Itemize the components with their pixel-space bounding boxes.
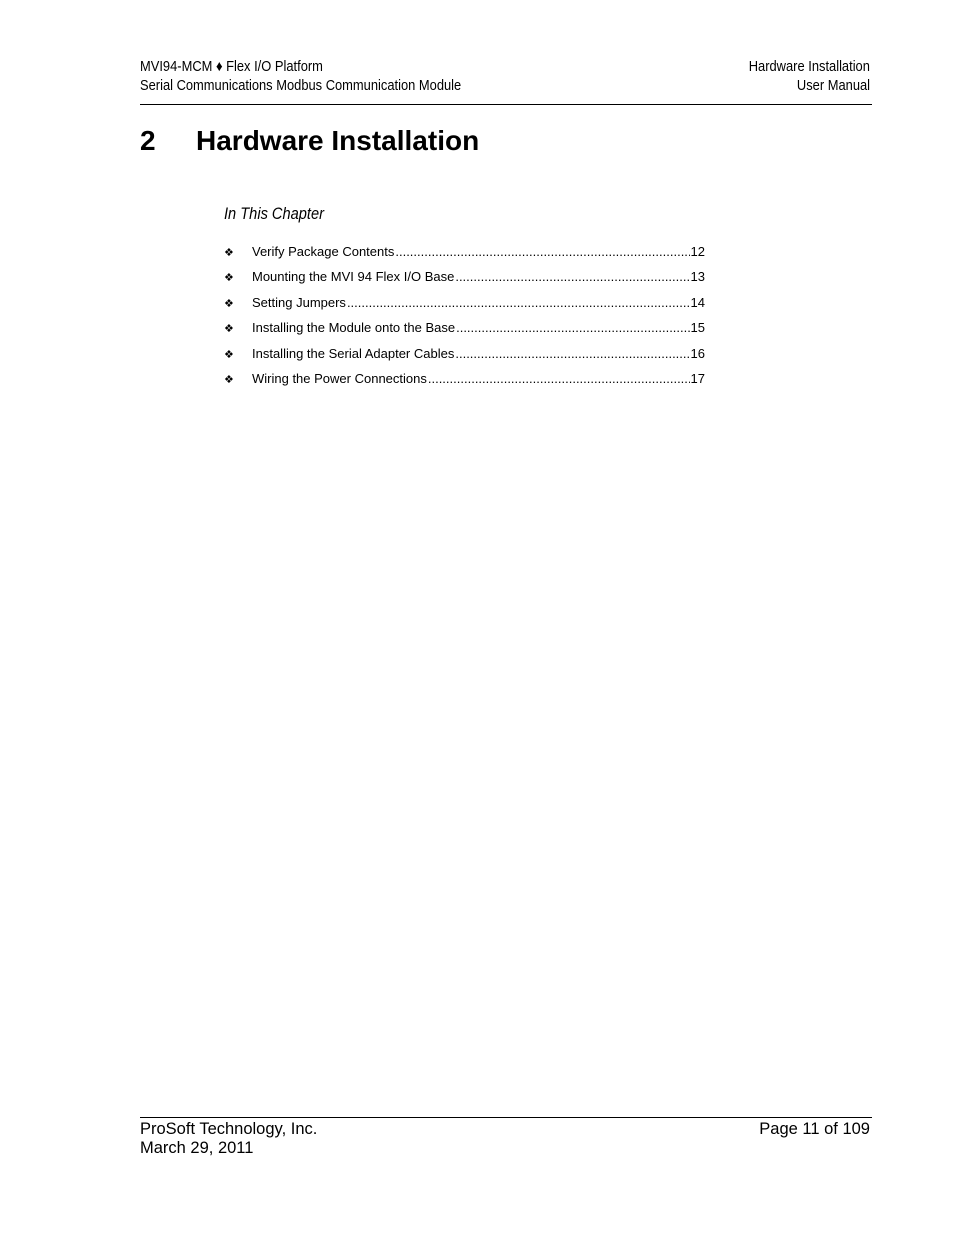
toc-leader-dots [455, 345, 689, 363]
toc-entry[interactable] [224, 268, 705, 293]
chapter-title: Hardware Installation [196, 125, 480, 156]
toc-entry[interactable] [224, 243, 705, 268]
header-product-subtitle: Serial Communications Modbus Communication Module [140, 77, 462, 94]
toc-entry[interactable] [224, 345, 705, 370]
toc-entry-page[interactable]: 12 [690, 244, 705, 259]
toc-entry-page[interactable]: 13 [690, 269, 705, 285]
header-product-title: MVI94-MCM ♦ Flex I/O Platform [140, 58, 323, 75]
in-this-chapter-heading [224, 204, 340, 224]
in-this-chapter-label: In This Chapter [224, 204, 324, 223]
toc-entry-page[interactable]: 17 [690, 370, 705, 386]
footer-divider [140, 1117, 872, 1118]
toc-entry-label[interactable]: Verify Package Contents [252, 244, 395, 259]
toc-entry-label[interactable]: Setting Jumpers [252, 294, 346, 310]
diamond-bullet-icon: ❖ [224, 347, 234, 361]
footer-date: March 29, 2011 [140, 1139, 254, 1157]
diamond-bullet-icon: ❖ [224, 246, 234, 259]
chapter-heading [140, 122, 479, 160]
toc-entry[interactable] [224, 319, 705, 344]
diamond-bullet-icon: ❖ [224, 296, 234, 310]
footer-page-number: Page 11 of 109 [759, 1120, 870, 1138]
toc-entry-label[interactable]: Wiring the Power Connections [252, 370, 427, 386]
toc-entry-label[interactable]: Installing the Module onto the Base [252, 320, 456, 336]
running-header-right [729, 57, 870, 95]
diamond-bullet-icon: ❖ [224, 322, 234, 336]
toc-entry-label[interactable]: Mounting the MVI 94 Flex I/O Base [252, 269, 455, 285]
header-divider [140, 104, 872, 105]
toc-leader-dots [347, 294, 690, 312]
diamond-bullet-icon: ❖ [224, 271, 234, 285]
toc-leader-dots [456, 319, 689, 337]
footer-company: ProSoft Technology, Inc. [140, 1120, 318, 1138]
running-header-left [140, 57, 514, 95]
toc-entry-page[interactable]: 15 [690, 320, 705, 336]
diamond-bullet-icon: ❖ [224, 372, 234, 386]
toc-entry-label[interactable]: Installing the Serial Adapter Cables [252, 345, 455, 361]
chapter-toc [224, 243, 705, 395]
running-footer-right [759, 1120, 870, 1139]
header-manual-type: User Manual [796, 77, 870, 94]
running-footer-left [140, 1120, 317, 1158]
header-section-title: Hardware Installation [748, 58, 870, 75]
toc-entry-page[interactable]: 16 [690, 345, 705, 361]
toc-leader-dots [455, 268, 689, 286]
toc-entry-page[interactable]: 14 [690, 294, 705, 310]
toc-leader-dots [395, 243, 689, 261]
toc-entry[interactable] [224, 370, 705, 395]
toc-entry[interactable] [224, 294, 705, 319]
chapter-number: 2 [140, 125, 156, 156]
toc-leader-dots [428, 370, 690, 388]
